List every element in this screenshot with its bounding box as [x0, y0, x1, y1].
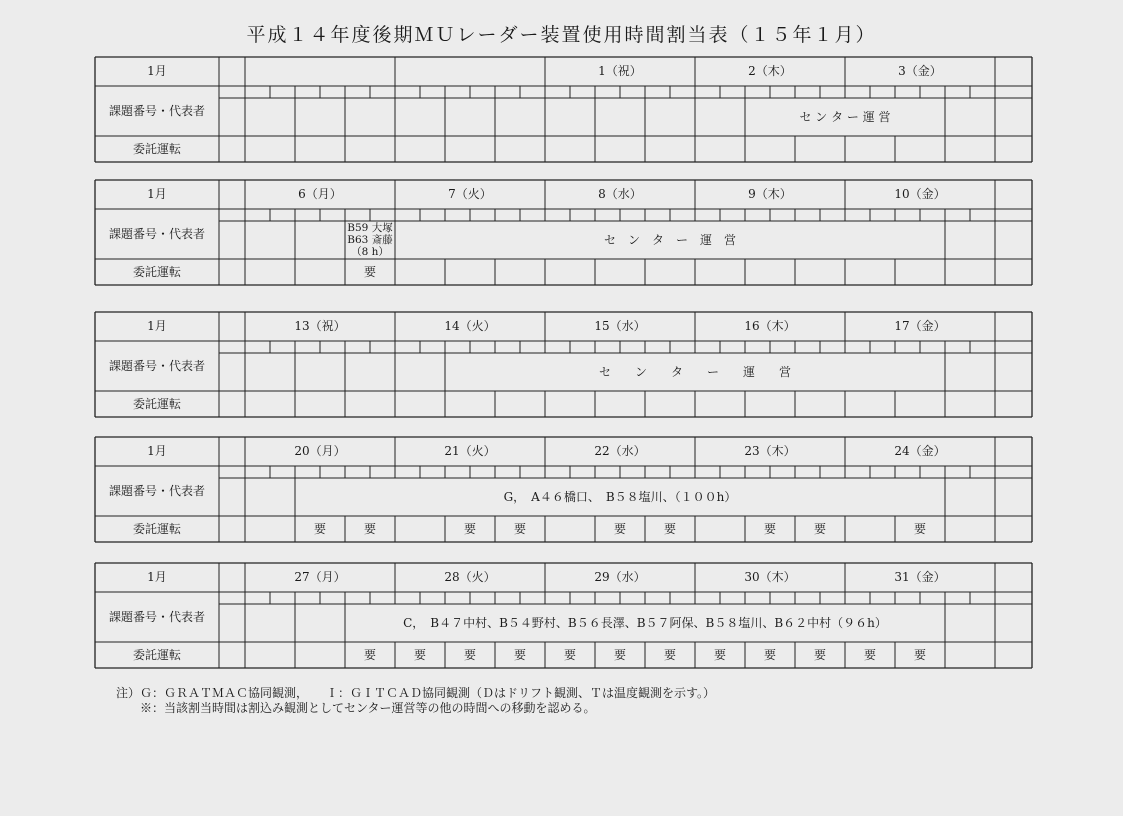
contract-mark: 要 [463, 648, 476, 662]
day-header [245, 57, 395, 86]
note-line-1: 注）Ｇ：ＧＲＡＴＭＡＣ協同観測， Ｉ：ＧＩＴＣＡＤ協同観測（Ｄはドリフト観測、Ｔは温度観測を示す。） [116, 686, 716, 700]
contract-mark: 要 [663, 648, 676, 662]
day-header: 21（火） [444, 444, 496, 458]
day-header: 7（火） [448, 187, 492, 201]
assignment-text: セ ン タ ー 運 営 [799, 110, 891, 124]
day-header: 6（月） [298, 187, 342, 201]
day-header [395, 57, 545, 86]
contract-mark: 要 [613, 648, 626, 662]
week-table-4 [95, 437, 1032, 542]
month-label: 1月 [147, 64, 167, 78]
contract-mark: 要 [763, 522, 776, 536]
note-line-2: ※：当該割当時間は割込み観測としてセンター運営等の他の時間への移動を認める。 [116, 701, 596, 715]
day-header: 1（祝） [598, 64, 642, 78]
day-header: 16（木） [744, 319, 796, 333]
contract-mark: 要 [913, 522, 926, 536]
day-header: 8（水） [598, 187, 642, 201]
assignment-block [345, 222, 395, 260]
day-header: 31（金） [894, 570, 946, 584]
contract-mark: 要 [763, 648, 776, 662]
project-label: 課題番号・代表者 [108, 227, 205, 241]
contract-mark: 要 [863, 648, 876, 662]
project-label: 課題番号・代表者 [108, 484, 205, 498]
day-header: 3（金） [898, 64, 942, 78]
assignment-line: B59 大塚 [347, 222, 393, 234]
project-label: 課題番号・代表者 [108, 610, 205, 624]
day-header: 10（金） [894, 187, 946, 201]
week-table-5 [95, 563, 1032, 668]
week-table-2 [95, 180, 1032, 285]
day-header: 13（祝） [294, 319, 346, 333]
contract-mark: 要 [813, 648, 826, 662]
day-header: 2（木） [748, 64, 792, 78]
contract-label: 委託運転 [132, 648, 181, 662]
day-header: 15（水） [594, 319, 646, 333]
month-label: 1月 [147, 444, 167, 458]
day-header: 27（月） [294, 570, 346, 584]
contract-label: 委託運転 [132, 522, 181, 536]
day-header: 14（火） [444, 319, 496, 333]
contract-mark: 要 [363, 265, 376, 279]
notes [116, 686, 715, 716]
month-label: 1月 [147, 187, 167, 201]
contract-mark: 要 [513, 522, 526, 536]
week-table-1 [95, 57, 1032, 162]
contract-mark: 要 [363, 648, 376, 662]
contract-label: 委託運転 [132, 397, 181, 411]
contract-label: 委託運転 [132, 265, 181, 279]
day-header: 20（月） [294, 444, 346, 458]
contract-mark: 要 [913, 648, 926, 662]
day-header: 9（木） [748, 187, 792, 201]
month-label: 1月 [147, 570, 167, 584]
contract-mark: 要 [313, 522, 326, 536]
assignment-text: セ ン タ ー 運 営 [598, 365, 791, 379]
contract-mark: 要 [463, 522, 476, 536]
project-label: 課題番号・代表者 [108, 359, 205, 373]
contract-mark: 要 [513, 648, 526, 662]
contract-mark: 要 [413, 648, 426, 662]
contract-mark: 要 [713, 648, 726, 662]
day-header: 30（木） [744, 570, 796, 584]
contract-mark: 要 [813, 522, 826, 536]
day-header: 28（火） [444, 570, 496, 584]
day-header: 17（金） [894, 319, 946, 333]
day-header: 22（水） [594, 444, 646, 458]
contract-mark: 要 [613, 522, 626, 536]
assignment-text: セ ン タ ー 運 営 [603, 233, 736, 247]
contract-mark: 要 [663, 522, 676, 536]
day-header: 23（木） [744, 444, 796, 458]
week-table-3 [95, 312, 1032, 417]
assignment-line: B63 斎藤 [347, 234, 393, 246]
day-header: 29（水） [594, 570, 646, 584]
assignment-text: G， A４６橋口、 B５８塩川、（１００h） [503, 490, 737, 504]
assignment-text: C， B４７中村、B５４野村、B５６長澤、B５７阿保、B５８塩川、B６２中村（９６h） [403, 616, 887, 630]
page-title: 平成１４年度後期ＭＵレーダー装置使用時間割当表（１５年１月） [246, 24, 877, 46]
contract-mark: 要 [563, 648, 576, 662]
project-label: 課題番号・代表者 [108, 104, 205, 118]
assignment-line: （8 h） [351, 246, 389, 258]
day-header: 24（金） [894, 444, 946, 458]
contract-label: 委託運転 [132, 142, 181, 156]
contract-mark: 要 [363, 522, 376, 536]
month-label: 1月 [147, 319, 167, 333]
